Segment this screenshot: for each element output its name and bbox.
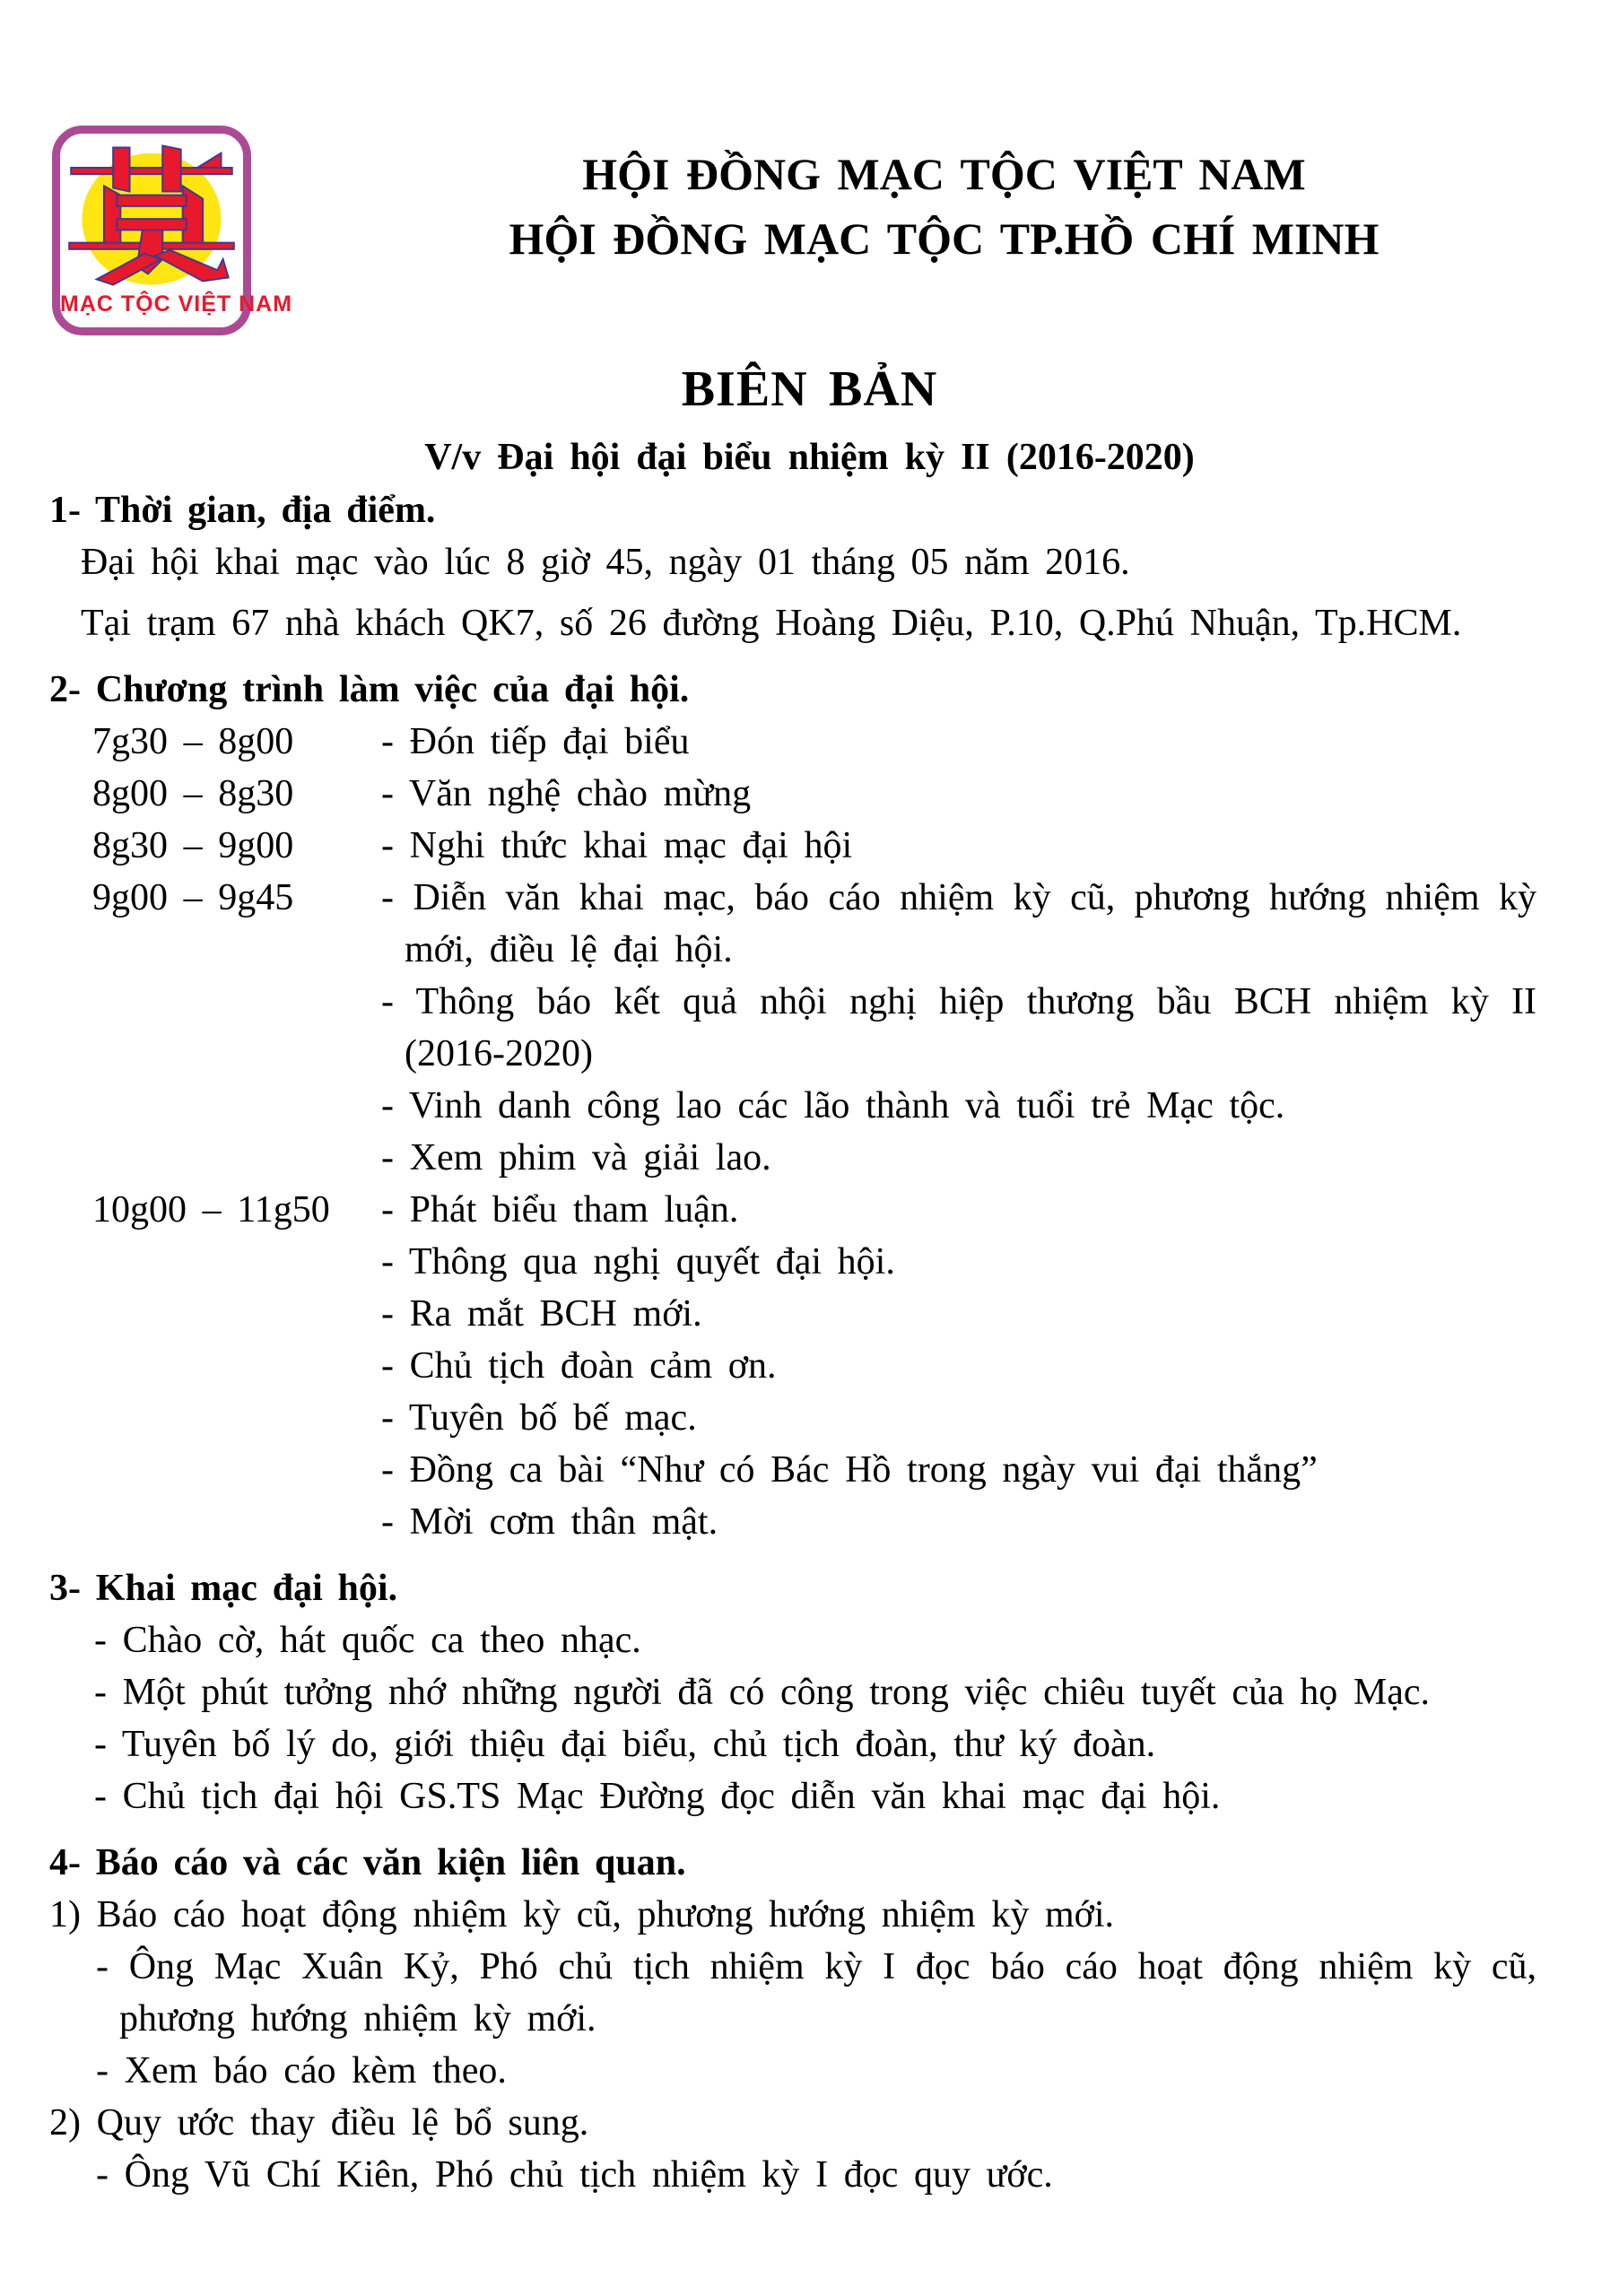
schedule-item: - Vinh danh công lao các lão thành và tuổi trẻ Mạc tộc. <box>381 1085 1285 1126</box>
section-heading: 1- Thời gian, địa điểm. <box>49 490 436 531</box>
schedule-item: - Đồng ca bài “Như có Bác Hồ trong ngày vui đại thắng” <box>381 1449 1318 1491</box>
schedule-items <box>381 872 1536 1184</box>
numbered-item-label: 1) Báo cáo hoạt động nhiệm kỳ cũ, phương hướng nhiệm kỳ mới. <box>49 1894 1115 1935</box>
document-subtitle: V/v Đại hội đại biểu nhiệm kỳ II (2016-2020) <box>424 437 1195 478</box>
schedule-items <box>381 1184 1536 1548</box>
schedule-item: - Nghi thức khai mạc đại hội <box>381 825 853 866</box>
schedule-item: - Xem phim và giải lao. <box>381 1137 771 1178</box>
schedule-time: 10g00 – 11g50 <box>92 1189 330 1231</box>
bullet-item: - Chào cờ, hát quốc ca theo nhạc. <box>94 1620 641 1661</box>
mac-character-icon <box>60 135 243 290</box>
section <box>49 484 1536 649</box>
schedule-item: - Phát biểu tham luận. <box>381 1189 739 1231</box>
bullet-list <box>94 1614 1536 1822</box>
schedule-row <box>92 820 1536 872</box>
schedule-time: 7g30 – 8g00 <box>92 721 294 762</box>
bullet-item: - Ông Vũ Chí Kiên, Phó chủ tịch nhiệm kỳ I đọc quy ước. <box>96 2154 1053 2196</box>
bullet-item: - Tuyên bố lý do, giới thiệu đại biểu, chủ tịch đoàn, thư ký đoàn. <box>94 1724 1156 1765</box>
schedule-item: - Chủ tịch đoàn cảm ơn. <box>381 1345 777 1387</box>
section <box>49 664 1536 1548</box>
section-heading: 3- Khai mạc đại hội. <box>49 1568 398 1609</box>
schedule-row <box>92 768 1536 820</box>
bullet-item: - Chủ tịch đại hội GS.TS Mạc Đường đọc diễn văn khai mạc đại hội. <box>94 1776 1221 1817</box>
section <box>49 1562 1536 1822</box>
schedule-row <box>92 1184 1536 1548</box>
schedule-row <box>92 872 1536 1184</box>
schedule-item: - Thông báo kết quả nhội nghị hiệp thương bầu BCH nhiệm kỳ II (2016-2020) <box>381 981 1536 1074</box>
org-line-2: HỘI ĐỒNG MẠC TỘC TP.HỒ CHÍ MINH <box>509 213 1380 264</box>
paragraph: Đại hội khai mạc vào lúc 8 giờ 45, ngày 01 tháng 05 năm 2016. <box>81 542 1130 583</box>
schedule-item: - Diễn văn khai mạc, báo cáo nhiệm kỳ cũ, phương hướng nhiệm kỳ mới, điều lệ đại hội. <box>381 877 1536 970</box>
schedule-time: 8g00 – 8g30 <box>92 773 294 814</box>
schedule-item: - Thông qua nghị quyết đại hội. <box>381 1241 895 1283</box>
bullet-item: - Một phút tưởng nhớ những người đã có công trong việc chiêu tuyết của họ Mạc. <box>94 1672 1431 1713</box>
paragraph: Tại trạm 67 nhà khách QK7, số 26 đường Hoàng Diệu, P.10, Q.Phú Nhuận, Tp.HCM. <box>81 603 1462 644</box>
schedule-items <box>381 716 1536 768</box>
logo-text: MẠC TỘC VIỆT NAM <box>60 291 293 317</box>
schedule-row <box>92 716 1536 768</box>
org-titles <box>269 142 1619 271</box>
schedule-items <box>381 768 1536 820</box>
mac-clan-logo <box>52 126 293 335</box>
schedule-table <box>92 716 1536 1548</box>
schedule-item: - Ra mắt BCH mới. <box>381 1293 702 1335</box>
bullet-item: - Xem báo cáo kèm theo. <box>96 2050 507 2092</box>
schedule-item: - Đón tiếp đại biểu <box>381 721 690 762</box>
section-heading: 4- Báo cáo và các văn kiện liên quan. <box>49 1842 686 1883</box>
schedule-time: 9g00 – 9g45 <box>92 877 294 918</box>
numbered-bullet-list <box>96 2149 1536 2201</box>
document-title: BIÊN BẢN <box>681 361 938 417</box>
schedule-time: 8g30 – 9g00 <box>92 825 294 866</box>
numbered-item-label: 2) Quy ước thay điều lệ bổ sung. <box>49 2102 589 2144</box>
schedule-items <box>381 820 1536 872</box>
document-body <box>49 484 1536 2201</box>
schedule-item: - Văn nghệ chào mừng <box>381 773 752 814</box>
bullet-item: - Ông Mạc Xuân Kỷ, Phó chủ tịch nhiệm kỳ I đọc báo cáo hoạt động nhiệm kỳ cũ, phương hướng nhiệm kỳ mới. <box>96 1946 1536 2039</box>
schedule-item: - Mời cơm thân mật. <box>381 1501 718 1543</box>
section-heading: 2- Chương trình làm việc của đại hội. <box>49 669 690 710</box>
section <box>49 1837 1536 2201</box>
org-line-1: HỘI ĐỒNG MẠC TỘC VIỆT NAM <box>582 149 1306 199</box>
schedule-item: - Tuyên bố bế mạc. <box>381 1397 697 1439</box>
numbered-bullet-list <box>96 1941 1536 2097</box>
